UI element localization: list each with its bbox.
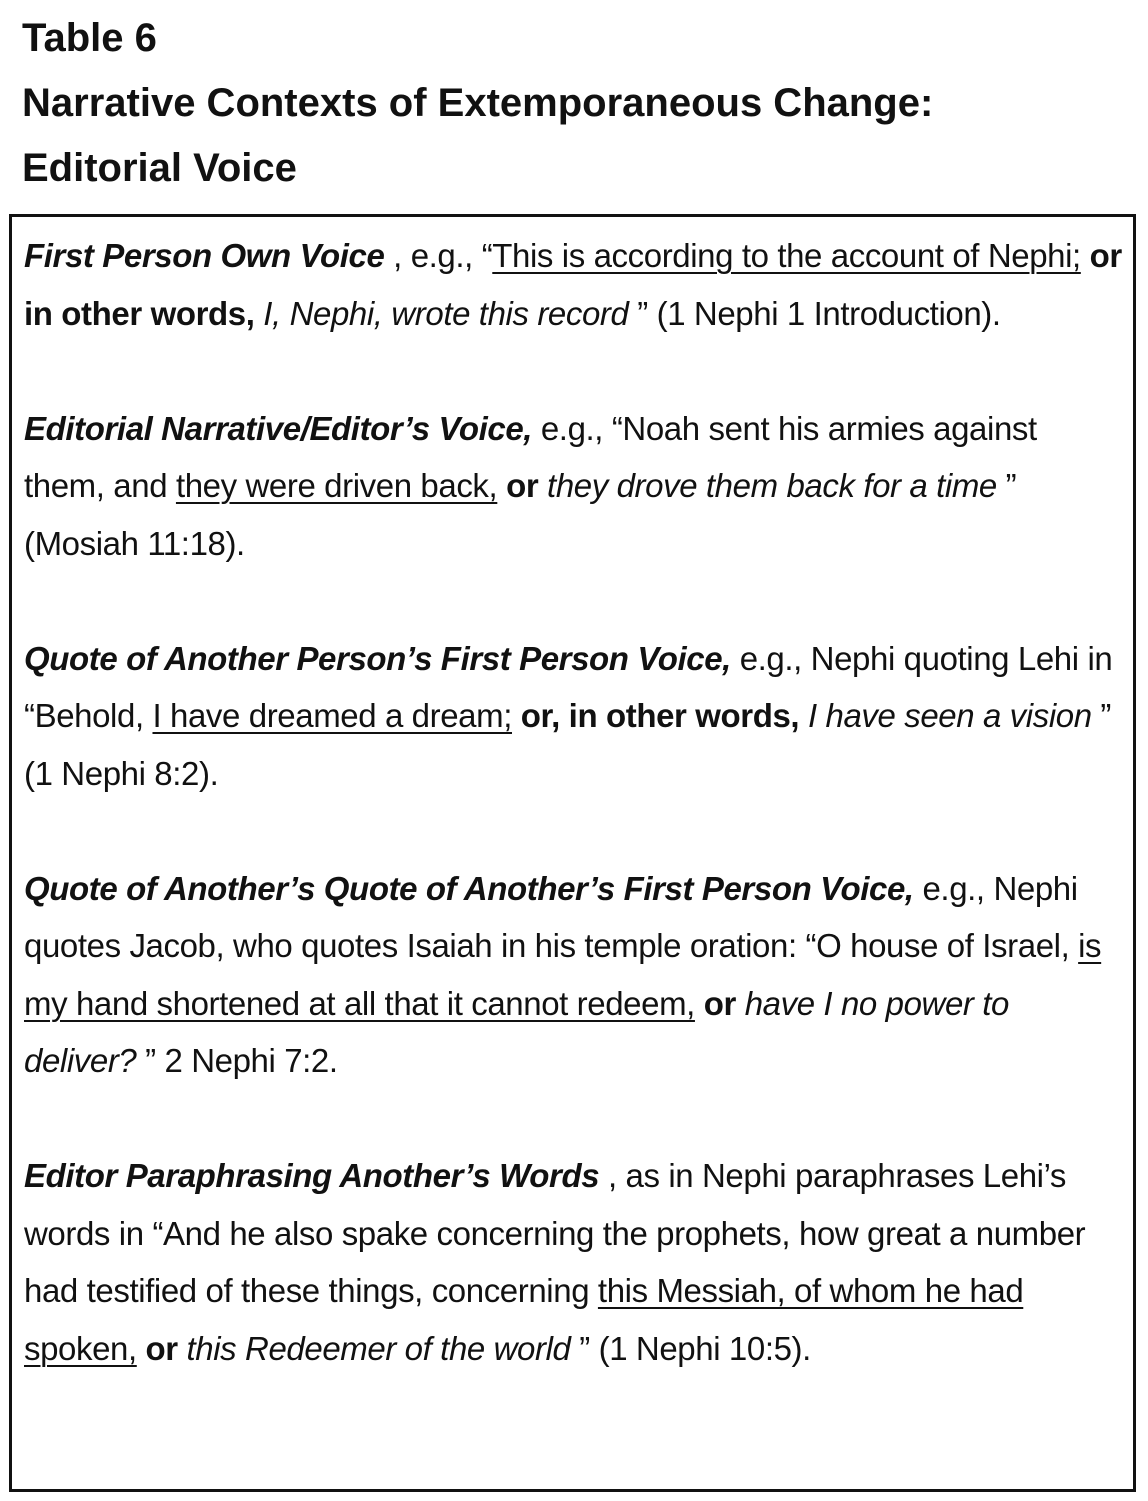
- entry-editorial-narrative: [24, 400, 1124, 573]
- entry-text: e.g., Nephi quotes Jacob, who quotes Isaiah in his temple oration: “O house of Israel,: [24, 869, 1079, 964]
- entry-alternate-text: I have seen a vision: [799, 697, 1092, 734]
- table-number: Table 6: [22, 16, 157, 60]
- entry-underlined-text: is my hand shortened at all that it cannot redeem,: [24, 927, 1102, 1022]
- table-content: [24, 227, 1124, 1377]
- entry-connector: or, in other words,: [512, 697, 800, 734]
- entry-text: e.g., “Noah sent his armies against them, and: [24, 409, 1037, 504]
- entry-underlined-text: they were driven back,: [175, 467, 498, 504]
- entry-quote-of-anothers-quote: [24, 860, 1124, 1090]
- entry-alternate-text: I, Nephi, wrote this record: [254, 294, 629, 332]
- entry-connector: or: [694, 984, 736, 1022]
- entry-heading: Quote of Another’s Quote of Another’s First Person Voice,: [24, 869, 914, 907]
- table-caption-line-1: Narrative Contexts of Extemporaneous Change:: [22, 81, 934, 125]
- entry-text: , as in Nephi paraphrases Lehi’s words in “And he also spake concerning the prophets, how great a number had testified of these things, concerning: [24, 1157, 1086, 1309]
- entry-citation: ” (1 Nephi 1 Introduction).: [628, 294, 1001, 332]
- entry-underlined-text: This is according to the account of Nephi;: [492, 237, 1081, 274]
- entry-text: e.g., Nephi quoting Lehi in “Behold,: [24, 639, 1113, 734]
- entry-citation: ” 2 Nephi 7:2.: [136, 1042, 338, 1079]
- entry-alternate-text: they drove them back for a time: [538, 467, 997, 504]
- entry-heading: Editor Paraphrasing Another’s Words: [24, 1157, 600, 1194]
- entry-connector: or: [497, 467, 539, 504]
- entry-heading: Editorial Narrative/Editor’s Voice,: [24, 409, 533, 447]
- entry-citation: ” (Mosiah 11:18).: [24, 467, 1017, 562]
- entry-alternate-text: this Redeemer of the world: [177, 1329, 571, 1367]
- table-box: [9, 214, 1136, 1492]
- entry-editor-paraphrasing: [24, 1147, 1124, 1377]
- table-title: [22, 6, 1122, 201]
- entry-citation: ” (1 Nephi 10:5).: [570, 1329, 811, 1367]
- entry-heading: Quote of Another Person’s First Person Voice,: [24, 639, 731, 677]
- entry-citation: ” (1 Nephi 8:2).: [24, 697, 1112, 792]
- entry-alternate-text: have I no power to deliver?: [24, 984, 1009, 1079]
- entry-underlined-text: this Messiah, of whom he had spoken,: [24, 1272, 1024, 1367]
- entry-connector: or in other words,: [24, 237, 1122, 332]
- entry-connector: or: [136, 1329, 178, 1367]
- entry-quote-of-another-person: [24, 630, 1124, 803]
- entry-text: , e.g., “: [384, 237, 493, 274]
- table-caption-line-2: Editorial Voice: [22, 146, 297, 190]
- entry-underlined-text: I have dreamed a dream;: [152, 697, 512, 734]
- entry-first-person-own-voice: [24, 227, 1124, 342]
- entry-heading: First Person Own Voice: [24, 237, 385, 274]
